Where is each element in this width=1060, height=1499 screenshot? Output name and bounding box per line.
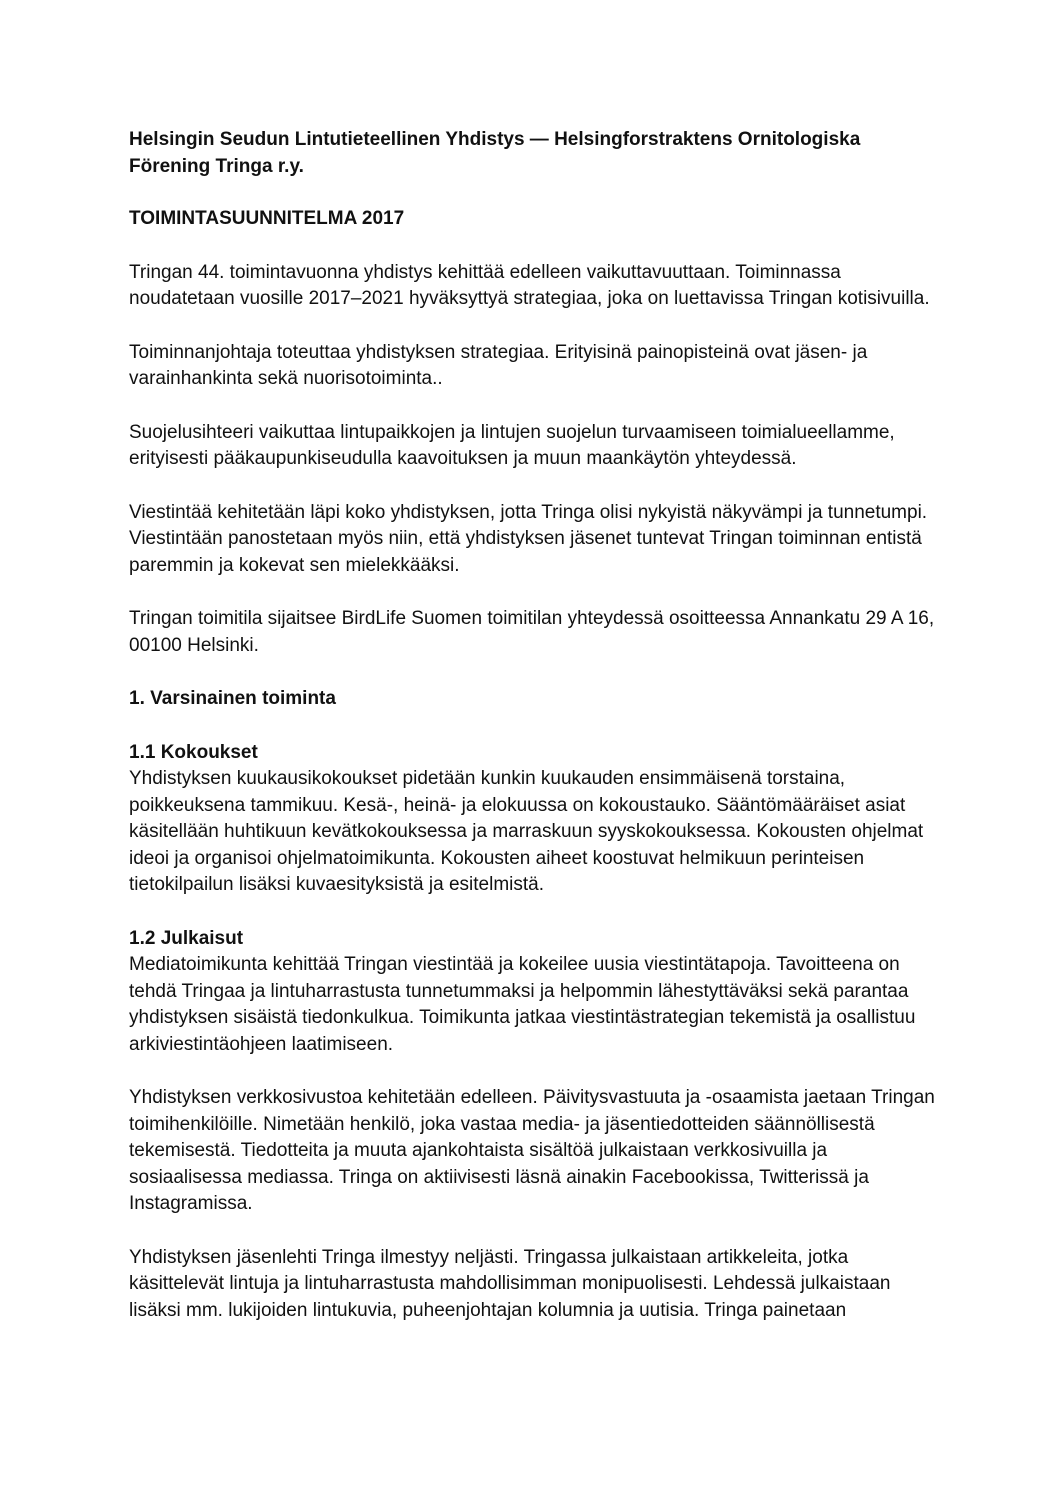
document-page xyxy=(129,127,939,1324)
document-title: TOIMINTASUUNNITELMA 2017 xyxy=(129,208,405,229)
intro-paragraph: Tringan 44. toimintavuonna yhdistys kehittää edelleen vaikuttavuuttaan. Toiminnassa noudatetaan vuosille 2017–2021 hyväksyttyä strategiaa, joka on luettavissa Tringan kotisivuilla. xyxy=(129,261,930,309)
intro-paragraph: Tringan toimitila sijaitsee BirdLife Suomen toimitilan yhteydessä osoitteessa Annankatu 29 A 16, 00100 Helsinki. xyxy=(129,608,935,656)
subsection-heading-julkaisut: 1.2 Julkaisut xyxy=(129,927,244,949)
organization-name: Helsingin Seudun Lintutieteellinen Yhdistys — Helsingforstraktens Ornitologiska Förening Tringa r.y. xyxy=(129,129,861,177)
intro-paragraph: Toiminnanjohtaja toteuttaa yhdistyksen strategiaa. Erityisinä painopisteinä ovat jäsen- ja varainhankinta sekä nuorisotoiminta.. xyxy=(129,341,868,389)
julkaisut-paragraph: Mediatoimikunta kehittää Tringan viestintää ja kokeilee uusia viestintätapoja. Tavoitteena on tehdä Tringaa ja lintuharrastusta tunnetummaksi ja helpommin lähestyttäväksi sekä parantaa yhdistyksen sisäistä tiedonkulkua. Toimikunta jatkaa viestintästrategian tekemistä ja osallistuu arkiviestintäohjeen laatimiseen. xyxy=(129,954,916,1055)
verkkosivusto-paragraph: Yhdistyksen verkkosivustoa kehitetään edelleen. Päivitysvastuuta ja -osaamista jaetaan Tringan toimihenkilöille. Nimetään henkilö, joka vastaa media- ja jäsentiedotteiden säännöllisestä tekemisestä. Tiedotteita ja muuta ajankohtaista sisältöä julkaistaan verkkosivuilla ja sosiaalisessa mediassa. Tringa on aktiivisesti läsnä ainakin Facebookissa, Twitterissä ja Instagramissa. xyxy=(129,1087,935,1214)
jasenlehti-paragraph: Yhdistyksen jäsenlehti Tringa ilmestyy neljästi. Tringassa julkaistaan artikkeleita, jotka käsittelevät lintuja ja lintuharrastusta mahdollisimman monipuolisesti. Lehdessä julkaistaan lisäksi mm. lukijoiden lintukuvia, puheenjohtajan kolumnia ja uutisia. Tringa painetaan xyxy=(129,1246,891,1321)
intro-paragraph: Suojelusihteeri vaikuttaa lintupaikkojen ja lintujen suojelun turvaamiseen toimialueellamme, erityisesti pääkaupunkiseudulla kaavoituksen ja muun maankäytön yhteydessä. xyxy=(129,421,895,469)
subsection-heading-kokoukset: 1.1 Kokoukset xyxy=(129,741,258,763)
kokoukset-paragraph: Yhdistyksen kuukausikokoukset pidetään kunkin kuukauden ensimmäisenä torstaina, poikkeuksena tammikuu. Kesä-, heinä- ja elokuussa on kokoustauko. Sääntömääräiset asiat käsitellään huhtikuun kevätkokouksessa ja marraskuun syyskokouksessa. Kokousten ohjelmat ideoi ja organisoi ohjelmatoimikunta. Kokousten aiheet koostuvat helmikuun perinteisen tietokilpailun lisäksi kuvaesityksistä ja esitelmistä. xyxy=(129,768,924,895)
intro-paragraph: Viestintää kehitetään läpi koko yhdistyksen, jotta Tringa olisi nykyistä näkyvämpi ja tunnetumpi. Viestintään panostetaan myös niin, että yhdistyksen jäsenet tuntevat Tringan toiminnan entistä paremmin ja kokevat sen mielekkääksi. xyxy=(129,501,928,576)
section-heading: 1. Varsinainen toiminta xyxy=(129,688,336,709)
